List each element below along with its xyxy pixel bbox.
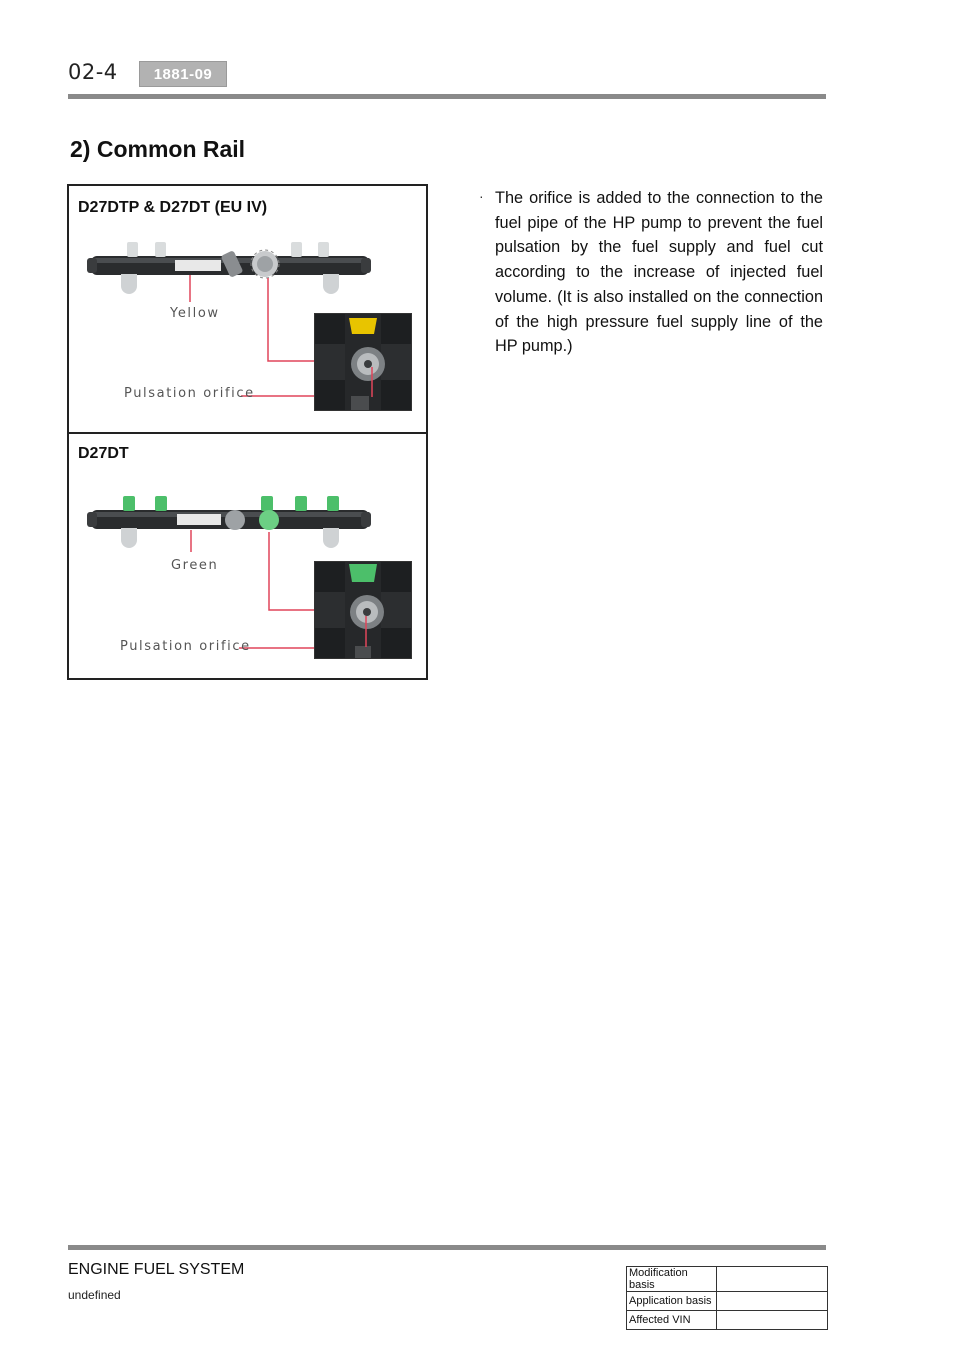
table-row [627, 1311, 828, 1330]
description-paragraph: The orifice is added to the connection to the fuel pipe of the HP pump to prevent the fuel pulsation by the fuel supply and fuel cut according to the increase of injected fuel volume. (It is also installed on the connection of the high pressure fuel supply line of the HP pump.) [495, 189, 823, 356]
modification-basis-value [717, 1267, 828, 1292]
affected-vin-value [717, 1311, 828, 1330]
application-basis-label: Application basis [627, 1292, 717, 1311]
figure-title: D27DT [78, 445, 129, 462]
document-code-badge: 1881-09 [139, 61, 227, 87]
pulsation-orifice-label: Pulsation orifice [120, 639, 251, 654]
yellow-cap-label: Yellow [170, 306, 220, 321]
footer-section-title: ENGINE FUEL SYSTEM [68, 1261, 245, 1278]
green-cap-label: Green [171, 558, 219, 573]
page-number: 02-4 [68, 60, 118, 84]
bullet-marker: · [479, 188, 484, 204]
header-rule [68, 94, 826, 99]
pulsation-orifice-label: Pulsation orifice [124, 386, 255, 401]
affected-vin-label: Affected VIN [627, 1311, 717, 1330]
modification-table [626, 1266, 828, 1330]
application-basis-value [717, 1292, 828, 1311]
figure-title: D27DTP & D27DT (EU IV) [78, 199, 268, 216]
section-title: 2) Common Rail [70, 136, 246, 162]
orifice-closeup-photo [314, 561, 412, 659]
modification-basis-label: Modification basis [627, 1267, 717, 1292]
table-row [627, 1292, 828, 1311]
footer-rule [68, 1245, 826, 1250]
orifice-closeup-photo [314, 313, 412, 411]
table-row [627, 1267, 828, 1292]
figure-d27dtp-common-rail [67, 184, 428, 436]
figure-d27dt-common-rail [67, 432, 428, 680]
footer-subtitle: undefined [68, 1288, 121, 1302]
